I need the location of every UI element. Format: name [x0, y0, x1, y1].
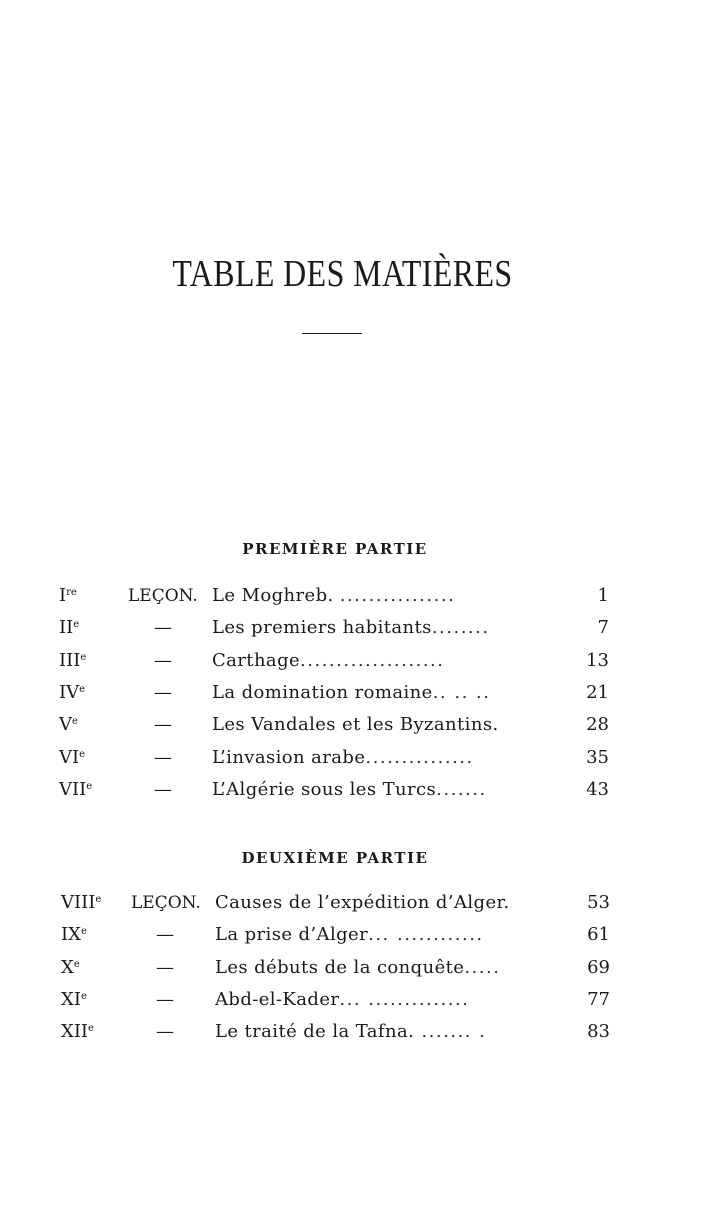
lesson-ordinal-suffix: e — [95, 894, 102, 905]
toc-entry — [0, 709, 722, 741]
lesson-number — [59, 774, 92, 806]
entry-title-text: Les débuts de la conquête — [215, 956, 465, 978]
entry-title — [212, 774, 487, 806]
part-heading-1: PREMIÈRE PARTIE — [242, 540, 428, 558]
entry-title-text: La domination romaine — [212, 681, 433, 703]
lesson-numeral: II — [59, 617, 74, 639]
page-number: 43 — [586, 778, 609, 800]
entry-title — [212, 677, 490, 709]
page-number: 21 — [586, 681, 609, 703]
lesson-number — [61, 919, 87, 951]
lesson-label: LEÇON. — [131, 893, 201, 913]
entry-title — [212, 709, 499, 741]
toc-entry — [0, 984, 722, 1016]
ditto-dash: — — [154, 681, 172, 703]
lesson-number — [59, 580, 77, 612]
dot-leader: ............... — [365, 746, 474, 768]
lesson-ordinal-suffix: re — [66, 587, 77, 598]
page-number: 69 — [587, 956, 610, 978]
page-number: 77 — [587, 988, 610, 1010]
page-number: 35 — [586, 746, 609, 768]
toc-entry — [0, 612, 722, 644]
lesson-ordinal-suffix: e — [80, 651, 87, 663]
lesson-ordinal-suffix: e — [72, 716, 78, 728]
page-number: 7 — [597, 617, 609, 639]
toc-entry — [0, 580, 722, 612]
ditto-dash: — — [156, 956, 174, 978]
lesson-number — [59, 612, 79, 644]
entry-title — [212, 580, 455, 612]
ditto-dash: — — [156, 924, 174, 946]
lesson-ordinal-suffix: e — [86, 780, 93, 792]
entry-title-text: Carthage — [212, 649, 301, 671]
lesson-number — [59, 645, 86, 677]
lesson-ordinal-suffix: e — [80, 990, 87, 1002]
ditto-dash: — — [154, 746, 172, 768]
lesson-number — [61, 887, 101, 919]
entry-title-text: La prise d’Alger — [215, 924, 369, 946]
entry-title — [215, 984, 469, 1016]
entry-title — [215, 952, 500, 984]
toc-entry — [0, 1016, 722, 1048]
dot-leader: ... .............. — [339, 988, 470, 1010]
lesson-ordinal-suffix: e — [88, 1023, 94, 1035]
lesson-numeral: IX — [61, 924, 81, 946]
page-title-container — [140, 252, 525, 296]
toc-entry — [0, 952, 722, 984]
lesson-number — [61, 1016, 94, 1048]
lesson-numeral: III — [59, 649, 81, 671]
title-divider — [302, 333, 362, 334]
toc-entry — [0, 677, 722, 709]
lesson-numeral: IV — [59, 681, 80, 703]
lesson-ordinal-suffix: e — [73, 958, 80, 970]
entry-title-text: Causes de l’expédition d’Alger. — [215, 892, 510, 913]
lesson-numeral: VII — [59, 778, 87, 800]
ditto-dash: — — [154, 714, 172, 736]
entry-title-text: Abd-el-Kader — [215, 988, 340, 1010]
lesson-ordinal-suffix: e — [79, 748, 86, 760]
page-title: TABLE DES MATIÈRES — [172, 253, 513, 295]
ditto-dash: — — [156, 988, 174, 1010]
entry-title — [212, 612, 490, 644]
entry-title-text: Les Vandales et les Byzantins. — [212, 714, 499, 736]
ditto-dash: — — [154, 778, 172, 800]
ditto-dash: — — [154, 617, 172, 639]
lesson-numeral: X — [61, 956, 74, 978]
lesson-label: LEÇON. — [128, 586, 198, 606]
page-number: 53 — [587, 892, 610, 913]
toc-entry — [0, 774, 722, 806]
entry-title-text: Le traité de la Tafna. — [215, 1021, 415, 1043]
ditto-dash: — — [154, 649, 172, 671]
lesson-number — [61, 984, 87, 1016]
entry-title — [215, 887, 510, 919]
entry-title — [215, 919, 484, 951]
dot-leader: .................... — [300, 649, 445, 671]
lesson-numeral: XI — [61, 988, 81, 1010]
page-number: 13 — [586, 649, 609, 671]
ditto-dash: — — [156, 1021, 174, 1043]
page-number: 1 — [597, 585, 609, 606]
entry-title-text: Le Moghreb. — [212, 585, 340, 606]
entry-title-text: Les premiers habitants — [212, 617, 432, 639]
entry-title-text: L’invasion arabe — [212, 746, 366, 768]
page-number: 83 — [587, 1021, 610, 1043]
toc-entry — [0, 645, 722, 677]
entry-title — [215, 1016, 486, 1048]
page-number: 61 — [587, 924, 610, 946]
lesson-numeral: VI — [59, 746, 80, 768]
lesson-numeral: I — [59, 585, 67, 606]
lesson-number — [61, 952, 80, 984]
lesson-number — [59, 742, 85, 774]
lesson-numeral: V — [59, 714, 72, 736]
dot-leader: .. .. .. — [432, 681, 491, 703]
dot-leader: ..... — [464, 956, 501, 978]
dot-leader: ................ — [339, 585, 456, 606]
page-number: 28 — [586, 714, 609, 736]
part-heading-2: DEUXIÈME PARTIE — [241, 849, 429, 867]
dot-leader: ....... — [436, 778, 487, 800]
lesson-numeral: VIII — [61, 892, 96, 913]
entry-title — [212, 645, 444, 677]
lesson-numeral: XII — [61, 1021, 89, 1043]
lesson-ordinal-suffix: e — [73, 619, 80, 631]
entry-title — [212, 742, 474, 774]
toc-entry — [0, 887, 722, 919]
lesson-ordinal-suffix: e — [79, 683, 86, 695]
dot-leader: ........ — [431, 617, 490, 639]
toc-entry — [0, 919, 722, 951]
entry-title-text: L’Algérie sous les Turcs — [212, 778, 437, 800]
dot-leader: ... ............ — [368, 924, 484, 946]
toc-entry — [0, 742, 722, 774]
dot-leader: ....... . — [414, 1021, 487, 1043]
lesson-ordinal-suffix: e — [80, 926, 87, 938]
lesson-number — [59, 677, 85, 709]
lesson-number — [59, 709, 78, 741]
